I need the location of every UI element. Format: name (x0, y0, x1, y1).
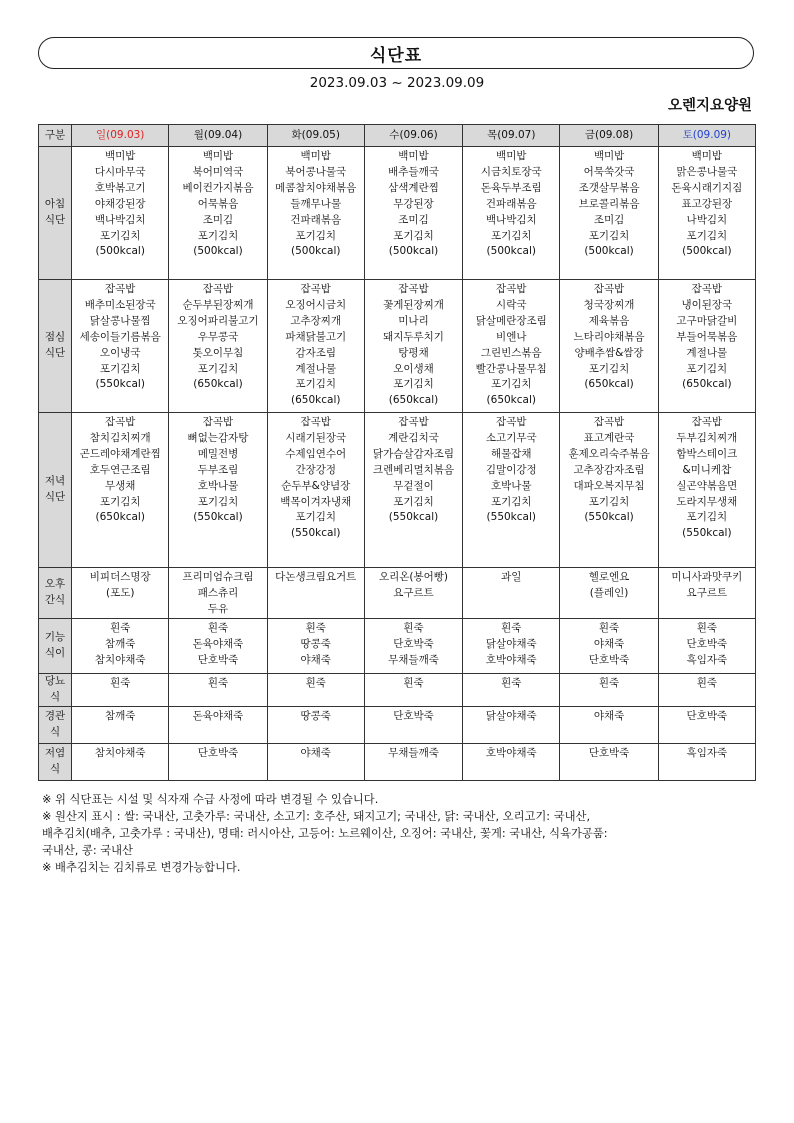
cell-line: 잡곡밥 (398, 416, 429, 428)
cell-line: (550kcal) (682, 527, 732, 540)
cell-line: 함박스테이크 (676, 447, 738, 460)
menu-cell: 흰죽 (169, 673, 267, 706)
menu-cell: 돈육야채죽 (169, 706, 267, 743)
cell-line: 냉이된장국 (681, 298, 733, 311)
cell-line: 잡곡밥 (202, 283, 234, 295)
cell-line: 포기김치 (588, 229, 630, 242)
cell-line: 백미밥 (593, 150, 625, 162)
row-label (39, 706, 72, 743)
cell-line: 백미밥 (398, 150, 429, 162)
cell-line: 호박나물 (490, 479, 532, 492)
cell-line: 야채죽 (593, 637, 625, 650)
day-header: 화(09.05) (267, 125, 364, 147)
cell-line: 메밀전병 (197, 447, 239, 460)
cell-line: 조갯살무볶음 (578, 181, 640, 194)
cell-line: 패스츄리 (197, 586, 239, 599)
menu-cell (72, 413, 169, 568)
note-line: 배추김치(배추, 고춧가루 : 국내산), 명태: 러시아산, 고등어: 노르웨이산, 오징어: 국내산, 꽃게: 국내산, 식육가공품: (42, 827, 608, 840)
cell-line: 포기김치 (393, 229, 434, 242)
cell-line: 미나리 (398, 314, 429, 327)
menu-cell (169, 413, 267, 568)
cell-line: 시락국 (496, 298, 527, 311)
cell-line: 포기김치 (99, 495, 141, 508)
cell-line: 미니사과맛쿠키 (671, 571, 743, 583)
cell-line: 포기김치 (686, 362, 728, 375)
cell-line: 기능 (44, 630, 66, 643)
menu-cell (560, 568, 658, 619)
cell-line: 포기김치 (490, 495, 532, 508)
cell-line: 요구르트 (393, 586, 434, 599)
cell-line: 우무콩국 (197, 330, 239, 343)
cell-line: 포기김치 (686, 511, 728, 524)
menu-row (39, 413, 756, 568)
title-box (38, 37, 754, 69)
menu-cell (658, 280, 755, 413)
cell-line: 포기김치 (588, 362, 630, 375)
cell-line: 헬로엔요 (588, 571, 630, 583)
cell-line: 메콤참치야채볶음 (275, 181, 357, 194)
cell-line: 어묵볶음 (197, 197, 239, 210)
menu-cell: 단호박죽 (364, 706, 462, 743)
cell-line: 오징어시금치 (285, 298, 347, 311)
menu-cell: 과일 (463, 568, 560, 619)
corner-header: 구분 (39, 125, 72, 147)
cell-line: (650kcal) (682, 378, 732, 391)
cell-line: 세송이들기름볶음 (79, 330, 161, 343)
menu-cell: 단호박죽 (169, 743, 267, 780)
menu-cell (169, 147, 267, 280)
menu-cell (560, 413, 658, 568)
cell-line: (650kcal) (388, 394, 439, 407)
day-header: 수(09.06) (364, 125, 462, 147)
menu-cell (364, 280, 462, 413)
menu-cell (267, 413, 364, 568)
cell-line: (500kcal) (95, 245, 145, 258)
cell-line: (500kcal) (584, 245, 634, 258)
cell-line: 프리미엄슈크림 (182, 571, 254, 583)
cell-line: 삼색계란찜 (388, 181, 439, 194)
menu-row (39, 147, 756, 280)
menu-cell: 호박야채죽 (463, 743, 560, 780)
note-line: ※ 원산지 표시 : 쌀: 국내산, 고춧가루: 국내산, 소고기: 호주산, 돼지고기; 국내산, 닭: 국내산, 오리고기: 국내산, (42, 810, 591, 823)
facility-name: 오렌지요양원 (667, 98, 752, 114)
cell-line: 건파래볶음 (290, 213, 342, 226)
menu-cell (72, 147, 169, 280)
cell-line: 참깨죽 (104, 637, 136, 650)
menu-cell (72, 618, 169, 673)
cell-line: 포기김치 (197, 362, 239, 375)
cell-line: 흰죽 (696, 621, 717, 634)
cell-line: 포기김치 (99, 229, 141, 242)
menu-cell: 흰죽 (463, 673, 560, 706)
cell-line: 잡곡밥 (691, 416, 723, 428)
cell-line: 백미밥 (104, 150, 136, 162)
cell-line: 그린빈스볶음 (480, 346, 542, 359)
cell-line: 계절나물 (295, 362, 337, 375)
cell-line: 잡곡밥 (593, 283, 625, 295)
cell-line: 호두연근조림 (89, 463, 151, 476)
day-header: 토(09.09) (658, 125, 755, 147)
cell-line: (플레인) (589, 586, 629, 599)
cell-line: 식단 (44, 214, 66, 226)
cell-line: 조미김 (202, 213, 234, 226)
cell-line: 단호박죽 (588, 653, 630, 666)
cell-line: 아침 (44, 198, 66, 211)
cell-line: 흰죽 (207, 621, 229, 634)
cell-line: 포기김치 (99, 362, 141, 375)
cell-line: 부들어묵볶음 (676, 330, 738, 343)
cell-line: 흑임자죽 (686, 653, 728, 666)
cell-line: (포도) (105, 586, 135, 599)
cell-line: 제육볶음 (588, 314, 630, 327)
menu-cell: 닭살야채죽 (463, 706, 560, 743)
notes (42, 791, 758, 876)
cell-line: 곤드레야채계란찜 (79, 447, 161, 460)
cell-line: 꽃게된장찌개 (383, 298, 444, 311)
cell-line: 백미밥 (496, 150, 527, 162)
menu-row (39, 743, 756, 780)
cell-line: 감자조림 (295, 346, 337, 359)
cell-line: (650kcal) (193, 378, 243, 391)
row-label (39, 147, 72, 280)
menu-cell: 흰죽 (72, 673, 169, 706)
cell-line: 비피더스명장 (89, 571, 151, 583)
cell-line: 크렌베리멸치볶음 (372, 463, 455, 476)
cell-line: 고추장감자조림 (573, 463, 645, 476)
cell-line: 잡곡밥 (496, 283, 527, 295)
menu-cell: 무채들깨죽 (364, 743, 462, 780)
menu-cell: 흰죽 (267, 673, 364, 706)
cell-line: 포기김치 (686, 229, 728, 242)
cell-line: 식단 (44, 491, 66, 503)
menu-cell: 참깨죽 (72, 706, 169, 743)
cell-line: 고추장찌개 (290, 314, 342, 327)
cell-line: (500kcal) (682, 245, 732, 258)
cell-line: 청국장찌개 (583, 298, 635, 311)
day-header: 목(09.07) (463, 125, 560, 147)
day-header: 월(09.04) (169, 125, 267, 147)
cell-line: 식이 (44, 646, 66, 659)
cell-line: 소고기무국 (485, 431, 537, 444)
cell-line: 당뇨 (44, 674, 66, 687)
menu-cell: 단호박죽 (560, 743, 658, 780)
cell-line: (550kcal) (291, 527, 341, 540)
cell-line: (500kcal) (486, 245, 536, 258)
cell-line: 북어미역국 (192, 165, 244, 178)
cell-line: 단호박죽 (197, 653, 239, 666)
cell-line: 두부조림 (197, 463, 239, 476)
cell-line: 돈육야채죽 (192, 637, 244, 650)
cell-line: 맑은콩나물국 (676, 165, 738, 178)
cell-line: (500kcal) (388, 245, 439, 258)
note-line: ※ 배추김치는 김치류로 변경가능합니다. (42, 861, 241, 874)
row-label (39, 413, 72, 568)
menu-cell (463, 618, 560, 673)
cell-line: 포기김치 (393, 495, 434, 508)
cell-line: 경관 (44, 709, 66, 722)
cell-line: 두유 (207, 602, 229, 615)
row-label (39, 618, 72, 673)
cell-line: 다시마무국 (94, 165, 146, 178)
cell-line: &미니케찹 (682, 463, 732, 476)
cell-line: 포기김치 (588, 495, 630, 508)
cell-line: 훈제오리숙주볶음 (568, 447, 650, 460)
cell-line: 나박김치 (686, 213, 728, 226)
cell-line: 참치김치찌개 (89, 431, 151, 444)
cell-line: 수제임연수어 (285, 447, 347, 460)
cell-line: 베이컨가지볶음 (182, 181, 254, 194)
cell-line: 무채들깨죽 (388, 653, 439, 666)
menu-cell (658, 568, 755, 619)
cell-line: 간식 (44, 593, 66, 606)
menu-cell (463, 280, 560, 413)
cell-line: 표고계란국 (583, 431, 635, 444)
cell-line: 잡곡밥 (300, 283, 331, 295)
cell-line: (650kcal) (95, 511, 145, 524)
cell-line: (500kcal) (193, 245, 243, 258)
cell-line: 탕평채 (398, 346, 429, 359)
cell-line: 포기김치 (295, 229, 337, 242)
cell-line: 돼지두루치기 (383, 330, 444, 343)
cell-line: 닭살메란장조림 (475, 314, 547, 327)
menu-row (39, 673, 756, 706)
menu-cell (560, 280, 658, 413)
cell-line: 닭살야채죽 (485, 637, 537, 650)
menu-cell (364, 413, 462, 568)
cell-line: 닭살콩나물찜 (89, 314, 151, 327)
cell-line: 야채죽 (300, 653, 331, 666)
cell-line: 잡곡밥 (104, 416, 136, 428)
cell-line: 간장강정 (295, 463, 337, 476)
cell-line: 느타리야채볶음 (573, 330, 645, 343)
cell-line: 포기김치 (490, 378, 532, 391)
cell-line: (550kcal) (95, 378, 145, 391)
menu-cell (658, 618, 755, 673)
cell-line: 포기김치 (197, 229, 239, 242)
cell-line: 비엔나 (496, 330, 527, 343)
menu-cell: 흰죽 (560, 673, 658, 706)
cell-line: 북어콩나물국 (285, 165, 347, 178)
cell-line: 잡곡밥 (496, 416, 527, 428)
menu-cell (267, 280, 364, 413)
menu-cell: 다논생크림요거트 (267, 568, 364, 619)
cell-line: 들깨무나물 (290, 197, 342, 210)
menu-cell: 단호박죽 (658, 706, 755, 743)
cell-line: 해물잡채 (490, 447, 532, 460)
cell-line: 백나박김치 (94, 213, 146, 226)
cell-line: 잡곡밥 (104, 283, 136, 295)
cell-line: 호박나물 (197, 479, 239, 492)
cell-line: 뼈없는감자탕 (187, 431, 249, 444)
menu-cell (560, 618, 658, 673)
row-label (39, 673, 72, 706)
cell-line: 닭가슴살감자조림 (372, 447, 455, 460)
cell-line: 양배추쌈&쌈장 (574, 346, 644, 359)
cell-line: 무생채 (104, 479, 136, 492)
menu-cell: 야채죽 (267, 743, 364, 780)
cell-line: 계란김치국 (388, 431, 439, 444)
cell-line: 백미밥 (300, 150, 331, 162)
cell-line: (550kcal) (388, 511, 439, 524)
cell-line: 흰죽 (110, 621, 131, 634)
menu-cell (364, 147, 462, 280)
menu-cell: 참치야채죽 (72, 743, 169, 780)
cell-line: 잡곡밥 (398, 283, 429, 295)
cell-line: 계절나물 (686, 346, 728, 359)
cell-line: 표고강된장 (681, 197, 733, 210)
menu-cell (658, 413, 755, 568)
cell-line: 브로콜리볶음 (578, 197, 640, 210)
cell-line: 흰죽 (501, 621, 522, 634)
cell-line: 무겉절이 (393, 479, 434, 492)
cell-line: 배추들깨국 (388, 165, 439, 178)
cell-line: 어묵쑥갓국 (583, 165, 635, 178)
cell-line: 흰죽 (403, 621, 424, 634)
cell-line: 식 (49, 725, 61, 738)
cell-line: 도라지무생채 (676, 495, 738, 508)
cell-line: 포기김치 (490, 229, 532, 242)
cell-line: 백미밥 (691, 150, 723, 162)
cell-line: (550kcal) (486, 511, 536, 524)
cell-line: 요구르트 (686, 586, 728, 599)
menu-row (39, 618, 756, 673)
menu-cell (169, 280, 267, 413)
menu-row (39, 568, 756, 619)
menu-cell: 야채죽 (560, 706, 658, 743)
menu-cell (72, 568, 169, 619)
menu-cell (267, 618, 364, 673)
cell-line: 점심 (44, 331, 66, 344)
menu-row (39, 706, 756, 743)
row-label (39, 743, 72, 780)
menu-cell: 흰죽 (658, 673, 755, 706)
cell-line: 배추미소된장국 (84, 298, 156, 311)
cell-line: 두부김치찌개 (676, 431, 738, 444)
page-title: 식단표 (369, 45, 423, 66)
cell-line: 돈육두부조림 (480, 181, 542, 194)
cell-line: 조미김 (593, 213, 625, 226)
cell-line: 저녁 (44, 475, 66, 488)
cell-line: 백미밥 (202, 150, 234, 162)
cell-line: 빨간콩나물무침 (475, 362, 547, 375)
cell-line: 포기김치 (393, 378, 434, 391)
cell-line: 포기김치 (197, 495, 239, 508)
cell-line: 톳오이무침 (192, 346, 244, 359)
cell-line: 단호박죽 (393, 637, 434, 650)
cell-line: 오징어파리불고기 (177, 314, 259, 327)
cell-line: 무강된장 (393, 197, 434, 210)
cell-line: 시래기된장국 (285, 431, 347, 444)
cell-line: 식 (49, 690, 61, 703)
cell-line: (550kcal) (193, 511, 243, 524)
row-label (39, 568, 72, 619)
menu-cell (658, 147, 755, 280)
menu-cell: 흰죽 (364, 673, 462, 706)
cell-line: 식단 (44, 347, 66, 359)
cell-line: (500kcal) (291, 245, 341, 258)
cell-line: 백목이겨자냉채 (280, 495, 352, 508)
cell-line: 오이냉국 (99, 346, 141, 359)
cell-line: (550kcal) (584, 511, 634, 524)
note-line: ※ 위 식단표는 시설 및 식자재 수급 사정에 따라 변경될 수 있습니다. (42, 793, 379, 806)
table-header-row (39, 125, 756, 147)
cell-line: 잡곡밥 (300, 416, 331, 428)
cell-line: 실곤약볶음면 (676, 479, 738, 492)
menu-cell: 땅콩죽 (267, 706, 364, 743)
menu-cell (169, 618, 267, 673)
menu-table (38, 124, 756, 781)
cell-line: 야채강된장 (94, 197, 146, 210)
cell-line: 고구마닭갈비 (676, 314, 738, 327)
cell-line: 대파오복지무침 (573, 479, 645, 492)
cell-line: (650kcal) (291, 394, 341, 407)
cell-line: 땅콩죽 (300, 637, 331, 650)
cell-line: 오리온(봉어빵) (378, 571, 449, 583)
cell-line: 파채닭불고기 (285, 330, 347, 343)
cell-line: 포기김치 (295, 511, 337, 524)
menu-cell (560, 147, 658, 280)
cell-line: 참치야채죽 (94, 653, 146, 666)
row-label (39, 280, 72, 413)
menu-cell (169, 568, 267, 619)
cell-line: 호박야채죽 (485, 653, 537, 666)
cell-line: 잡곡밥 (691, 283, 723, 295)
cell-line: (650kcal) (584, 378, 634, 391)
cell-line: 시금치토장국 (480, 165, 542, 178)
cell-line: (650kcal) (486, 394, 536, 407)
note-line: 국내산, 콩: 국내산 (42, 844, 133, 857)
cell-line: 백나박김치 (485, 213, 537, 226)
cell-line: 흰죽 (598, 621, 620, 634)
cell-line: 단호박죽 (686, 637, 728, 650)
menu-cell (463, 147, 560, 280)
day-header: 금(09.08) (560, 125, 658, 147)
cell-line: 잡곡밥 (202, 416, 234, 428)
cell-line: 순두부&양념장 (281, 479, 351, 492)
menu-cell (72, 280, 169, 413)
cell-line: 김말이강정 (485, 463, 537, 476)
menu-cell (364, 568, 462, 619)
menu-row (39, 280, 756, 413)
cell-line: 건파래볶음 (485, 197, 537, 210)
menu-cell (364, 618, 462, 673)
cell-line: 순두부된장찌개 (182, 298, 254, 311)
cell-line: 식 (49, 762, 61, 775)
cell-line: 조미김 (398, 213, 429, 226)
cell-line: 오이생채 (393, 362, 434, 375)
menu-cell (463, 413, 560, 568)
day-header: 일(09.03) (72, 125, 169, 147)
cell-line: 오후 (44, 577, 66, 590)
menu-period: 2023.09.03 ~ 2023.09.09 (309, 75, 485, 91)
cell-line: 잡곡밥 (593, 416, 625, 428)
cell-line: 포기김치 (295, 378, 337, 391)
cell-line: 저염 (44, 746, 66, 759)
cell-line: 돈육시래기지짐 (671, 181, 743, 194)
cell-line: 흰죽 (305, 621, 326, 634)
menu-cell: 흑임자죽 (658, 743, 755, 780)
menu-cell (267, 147, 364, 280)
cell-line: 호박볶고기 (94, 181, 146, 194)
